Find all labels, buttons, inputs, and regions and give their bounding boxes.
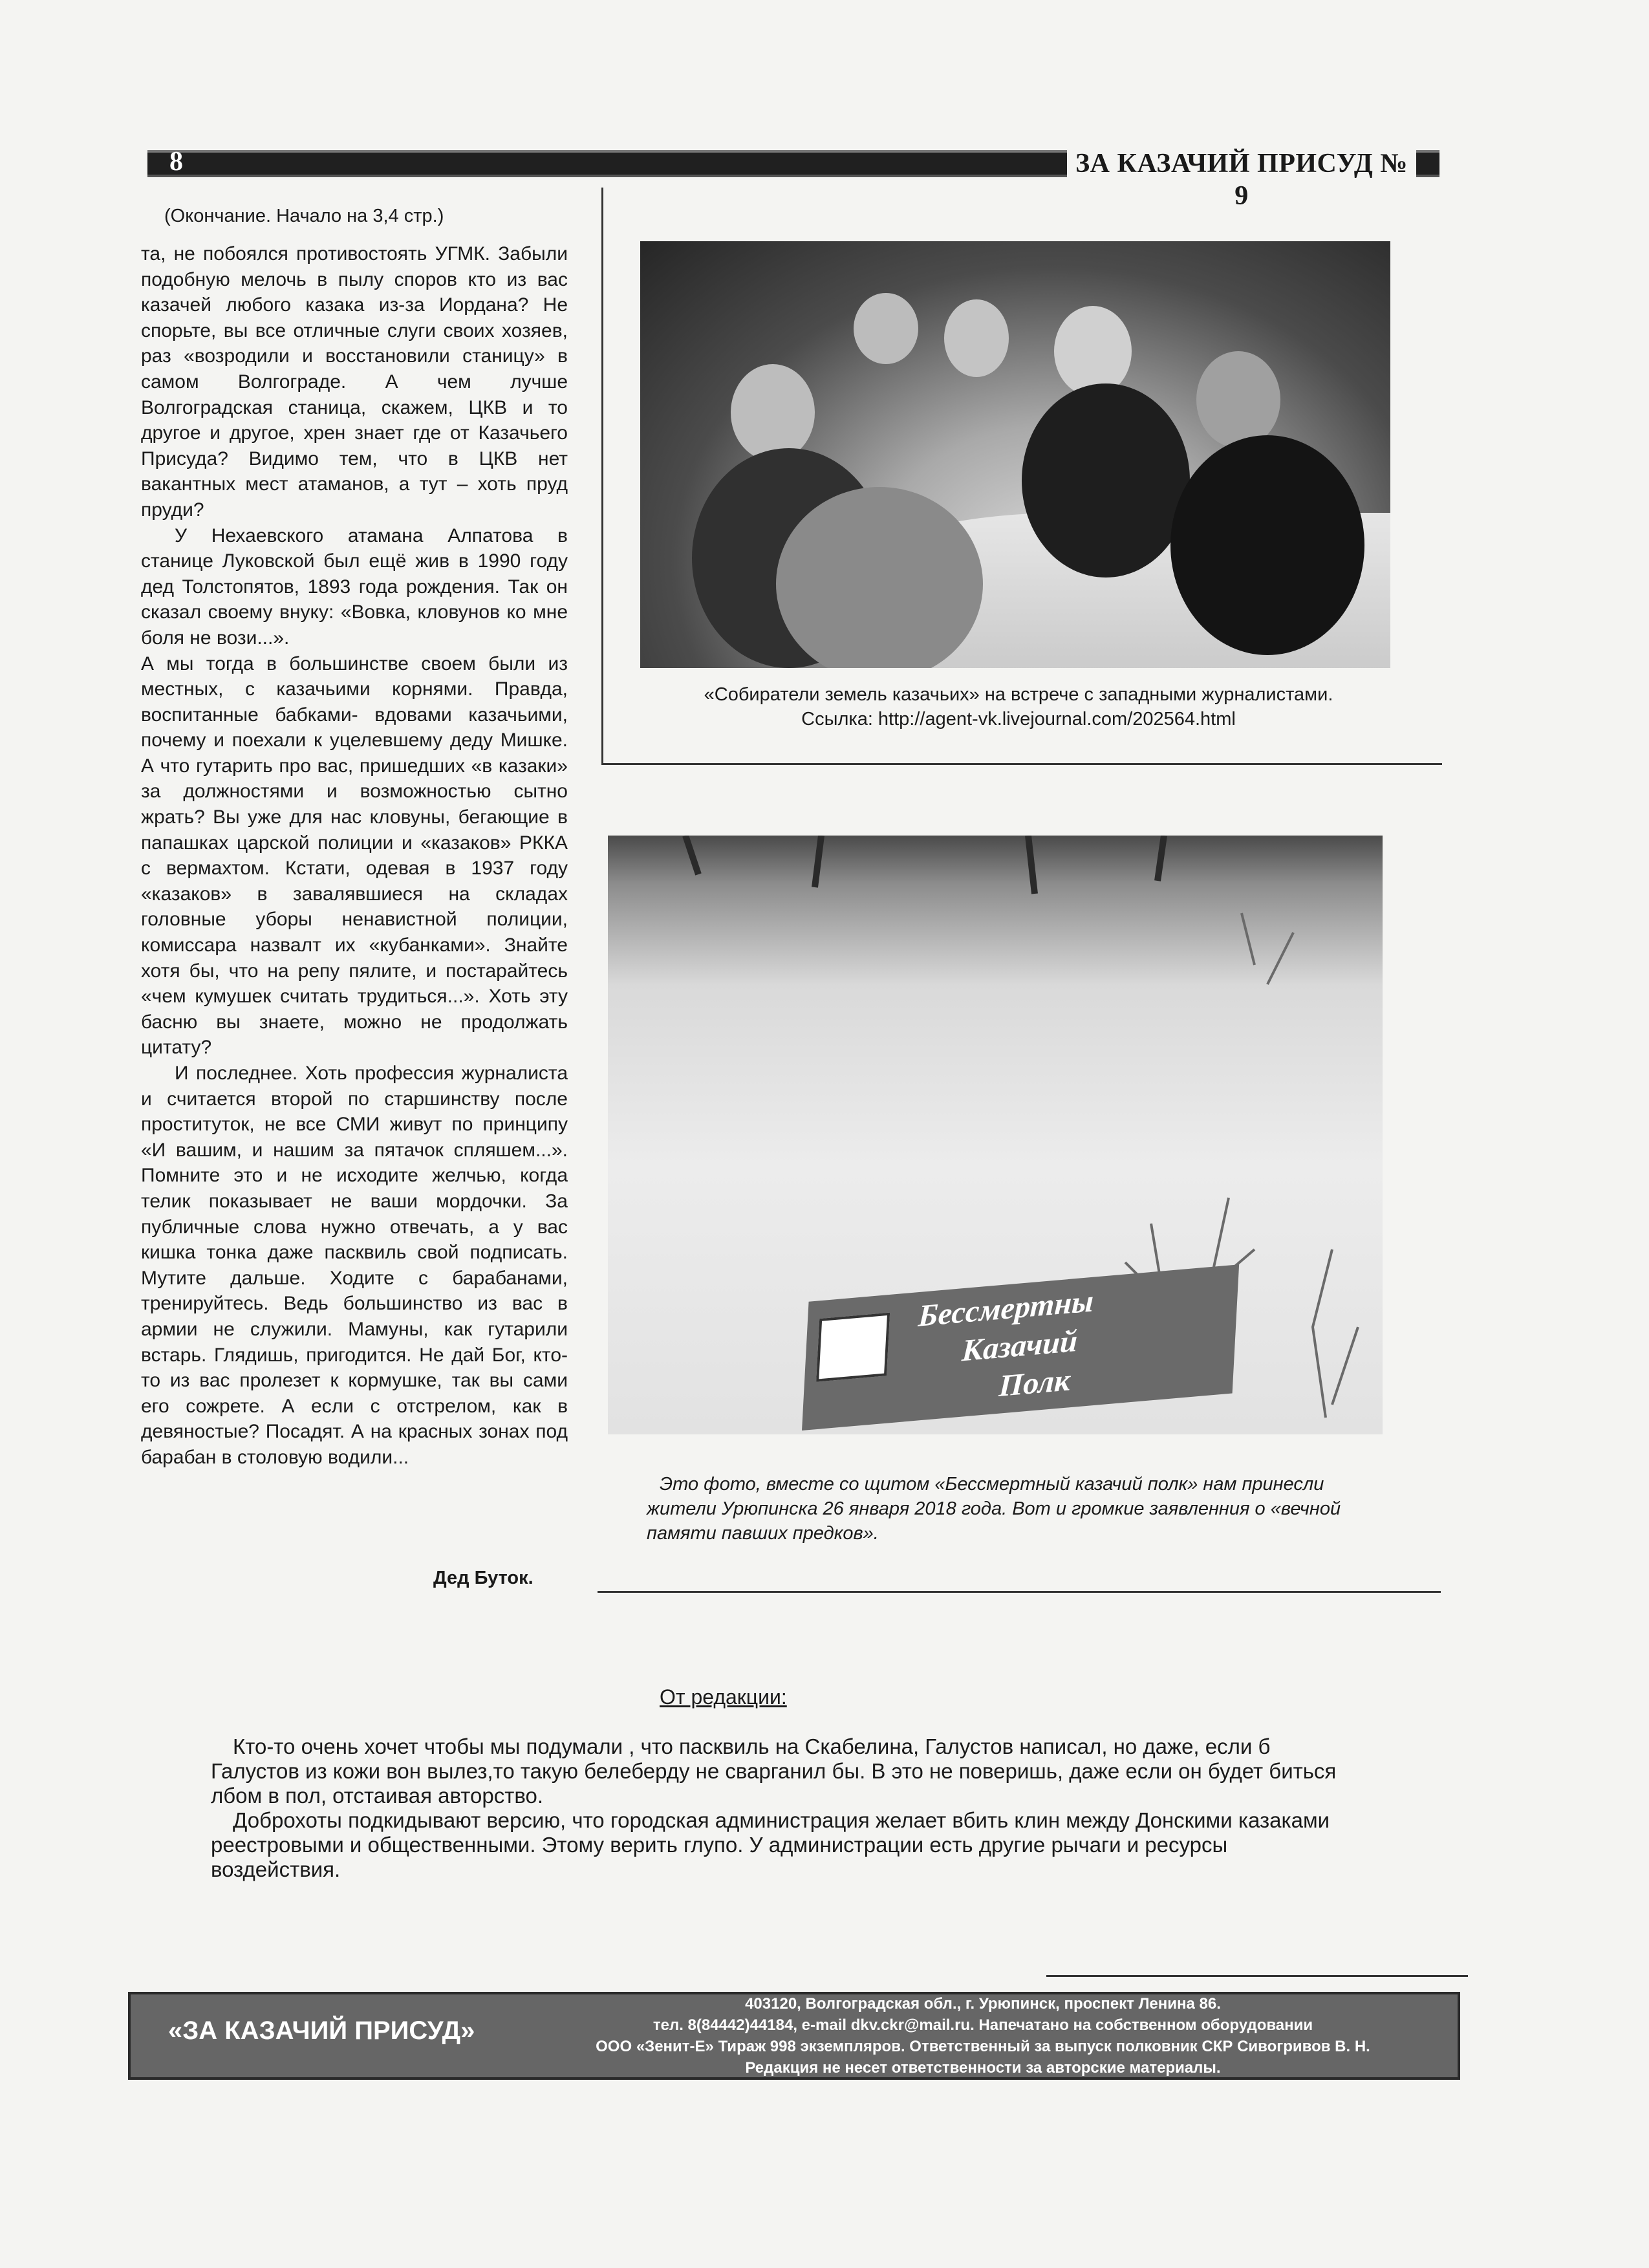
footer-address: 403120, Волгоградская обл., г. Урюпинск, проспект Ленина 86. (745, 1995, 1221, 2013)
snow-photo-caption: Это фото, вместе со щитом «Бессмертный казачий полк» нам принесли жители Урюпинска 26 января 2018 года. Вот и громкие заявленния о «вечной памяти павших предков». (647, 1474, 1341, 1544)
article-paragraph-4: И последнее. Хоть профессия журналиста и считается второй по старшинству после проституток, не все СМИ живут по принципу «И вашим, и нашим за пятачок спляшем...». Помните это и не исходите желчью, когда телик показывает не ваши мордочки. За публичные слова нужно отвечать, а у вас кишка тонка даже пасквиль свой подписать. Мутите дальше. Ходите с барабанами, тренируйтесь. Ведь большинство из вас в армии не служили. Мамуны, как гутарили встарь. Глядишь, пригодится. Не дай Бог, кто-то из вас пролезет к кормушке, так вы сами его сожрете. А если с отстрелом, как в девяностые? Посадят. А на красных зонах под барабан в столовую водили... (141, 1063, 568, 1468)
editorial-body (211, 1734, 1349, 1882)
article-paragraph-1: та, не побоялся противостоять УГМК. Забыли подобную мелочь в пылу споров кто из вас казачей любого казака из-за Иордана? Не спорьте, вы все отличные слуги своих хозяев, раз «возродили и восстановили станицу» в самом Волгограде. А чем лучше Волгоградская станица, скажем, ЦКВ и то другое и другое, хрен знает где от Казачьего Присуда? Видимо тем, что в ЦКВ нет вакантных мест атаманов, а тут – хоть пруд пруди? (141, 243, 568, 521)
footer-contacts: тел. 8(84442)44184, e-mail dkv.ckr@mail.ru. Напечатано на собственном оборудовании (652, 2016, 1313, 2034)
page-number: 8 (169, 147, 183, 177)
footer-imprint (517, 1993, 1449, 2079)
footer-disclaimer: Редакция не несет ответственности за авторские материалы. (745, 2059, 1221, 2077)
editorial-heading: От редакции: (660, 1685, 787, 1709)
article-paragraph-3: А мы тогда в большинстве своем были из местных, с казачьими корнями. Правда, воспитанные бабками- вдовами казачьими, почему и поехали к уцелевшему деду Мишке. А что гутарить про вас, пришедших «в казаки» за должностями и возможностью сытно жрать? Вы уже для нас кловуны, бегающие в папашках царской полиции и «казаков» РККА с вермахтом. Кстати, одевая в 1937 году «казаков» в завалявшиеся на складах головные уборы ненавистной полиции, комиссара назвалт их «кубанками». Знайте хотя бы, что на репу пялите, и постарайтесь «чем кумушек считать трудиться...». Хоть эту басню вы знаете, можно не продолжать цитату? (141, 653, 568, 1059)
snow-shield-photo (608, 836, 1383, 1434)
shield-text-1: Бессмертны (917, 1284, 1095, 1334)
footer-publisher: ООО «Зенит-Е» Тираж 998 экземпляров. Ответственный за выпуск полковник СКР Сивогривов В. Н. (596, 2038, 1370, 2055)
footer-title: «ЗА КАЗАЧИЙ ПРИСУД» (168, 2016, 475, 2045)
meeting-photo-caption (621, 682, 1416, 731)
photo-divider (601, 763, 1442, 765)
meeting-caption-link: Ссылка: http://agent-vk.livejournal.com/202564.html (801, 709, 1236, 729)
article-column (141, 206, 568, 1471)
shield-text-3: Полк (998, 1363, 1072, 1403)
meeting-caption-line-1: «Собиратели земель казачьих» на встрече с западными журналистами. (704, 684, 1333, 705)
footer-top-line (1046, 1975, 1468, 1977)
article-paragraph-2: У Нехаевского атамана Алпатова в станице Луковской был ещё жив в 1990 году дед Толстопятов, 1893 года рождения. Так он сказал своему внуку: «Вовка, кловунов ко мне боля не вози...». (141, 524, 568, 649)
section-divider (598, 1591, 1441, 1593)
article-signature: Дед Буток. (433, 1568, 534, 1588)
shield-text-2: Казачий (961, 1324, 1079, 1368)
editorial-paragraph-2: Доброхоты подкидывают версию, что городская администрация желает вбить клин между Донскими казаками реестровыми и общественными. Этому верить глупо. У администрации есть другие рычаги и ресурсы воздействия. (211, 1808, 1330, 1881)
shield-flag-icon (816, 1313, 890, 1382)
newspaper-title: ЗА КАЗАЧИЙ ПРИСУД № 9 (1067, 147, 1416, 180)
column-divider (601, 188, 603, 764)
editorial-paragraph-1: Кто-то очень хочет чтобы мы подумали , что пасквиль на Скабелина, Галустов написал, но даже, если б Галустов из кожи вон вылез,то такую белеберду не сварганил бы. В это не поверишь, даже если он будет биться лбом в пол, отстаивая авторство. (211, 1734, 1337, 1808)
meeting-photo (640, 241, 1390, 668)
continuation-note: (Окончание. Начало на 3,4 стр.) (164, 206, 444, 226)
